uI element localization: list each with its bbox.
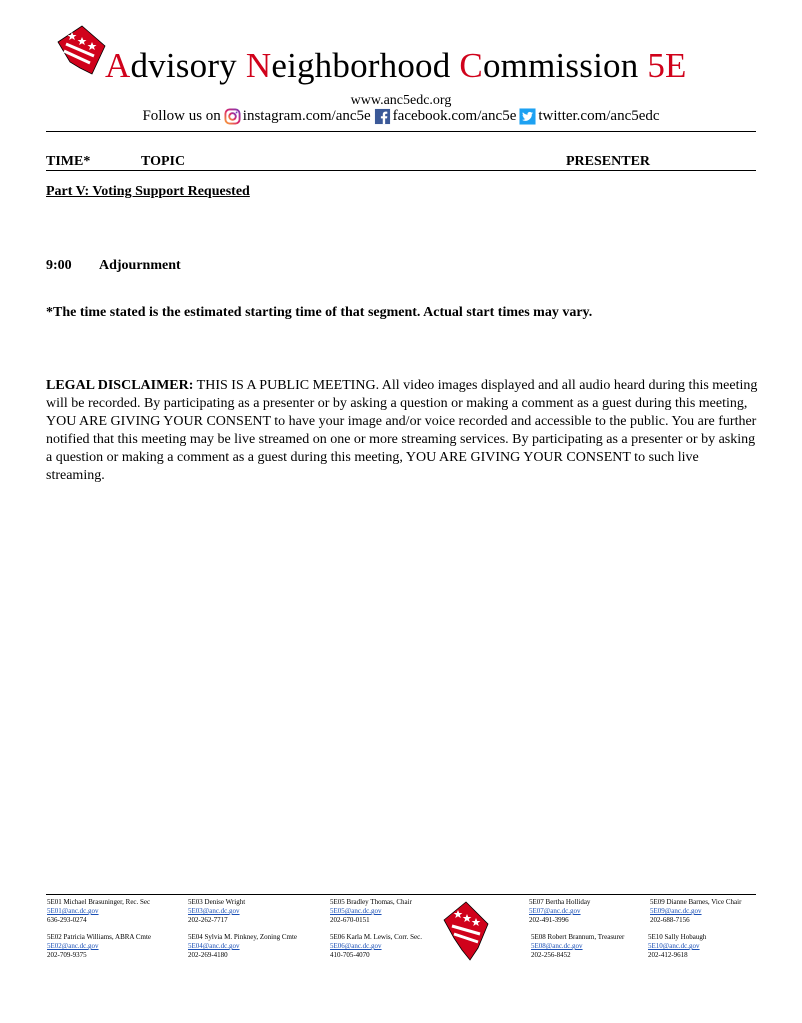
agenda-item-topic: Adjournment (99, 258, 181, 273)
facebook-icon (374, 108, 391, 125)
member-email[interactable]: 5E10@anc.dc.gov (648, 942, 700, 950)
member-phone: 202-491-3996 (529, 916, 569, 924)
title-part: eighborhood (271, 46, 460, 85)
column-header-topic: TOPIC (141, 154, 186, 169)
member-name: 5E08 Robert Brannum, Treasurer (531, 933, 625, 941)
agenda-item-time: 9:00 (46, 258, 72, 273)
legal-disclaimer (46, 377, 758, 485)
twitter-icon (519, 108, 536, 125)
commissioner-5e04 (188, 933, 297, 960)
follow-label: Follow us on (142, 108, 221, 124)
commissioner-5e10 (648, 933, 706, 960)
member-email[interactable]: 5E03@anc.dc.gov (188, 907, 240, 915)
dc-map-flag-logo (52, 22, 107, 78)
member-phone: 202-709-9375 (47, 951, 87, 959)
twitter-link[interactable]: twitter.com/anc5edc (538, 108, 660, 124)
title-part: dvisory (130, 46, 246, 85)
title-part: ommission (482, 46, 648, 85)
commissioner-5e07 (529, 898, 590, 925)
member-email[interactable]: 5E04@anc.dc.gov (188, 942, 240, 950)
disclaimer-label: LEGAL DISCLAIMER: (46, 378, 194, 393)
member-name: 5E07 Bertha Holliday (529, 898, 591, 906)
commissioner-5e03 (188, 898, 245, 925)
website-url[interactable]: www.anc5edc.org (350, 93, 452, 108)
member-email[interactable]: 5E09@anc.dc.gov (650, 907, 702, 915)
commissioner-5e09 (650, 898, 741, 925)
title-part: N (245, 46, 272, 85)
member-name: 5E02 Patricia Williams, ABRA Cmte (47, 933, 152, 941)
section-title: Part V: Voting Support Requested (46, 184, 250, 199)
instagram-link[interactable]: instagram.com/anc5e (242, 108, 371, 124)
facebook-link[interactable]: facebook.com/anc5e (392, 108, 517, 124)
dc-map-flag-footer-logo (440, 898, 492, 962)
commissioner-5e08 (531, 933, 624, 960)
member-phone: 202-670-0151 (330, 916, 370, 924)
commissioner-5e05 (330, 898, 412, 925)
member-name: 5E10 Sally Hobaugh (648, 933, 707, 941)
commissioner-5e02 (47, 933, 151, 960)
member-email[interactable]: 5E01@anc.dc.gov (47, 907, 99, 915)
column-header-underline (46, 170, 756, 171)
title-part: C (459, 46, 483, 85)
commissioner-5e01 (47, 898, 150, 925)
member-name: 5E05 Bradley Thomas, Chair (330, 898, 412, 906)
social-follow-bar (0, 108, 802, 125)
commissioner-5e06 (330, 933, 422, 960)
column-header-time: TIME* (46, 154, 91, 169)
member-email[interactable]: 5E08@anc.dc.gov (531, 942, 583, 950)
member-email[interactable]: 5E02@anc.dc.gov (47, 942, 99, 950)
member-phone: 202-256-8452 (531, 951, 571, 959)
title-part: A (105, 46, 131, 85)
member-phone: 202-412-9618 (648, 951, 688, 959)
member-phone: 410-705-4070 (330, 951, 370, 959)
member-name: 5E04 Sylvia M. Pinkney, Zoning Cmte (188, 933, 298, 941)
member-phone: 202-269-4180 (188, 951, 228, 959)
header-divider (46, 131, 756, 132)
footer-divider (46, 894, 756, 895)
column-header-presenter: PRESENTER (566, 154, 651, 169)
member-name: 5E09 Dianne Barnes, Vice Chair (650, 898, 742, 906)
member-email[interactable]: 5E05@anc.dc.gov (330, 907, 382, 915)
member-phone: 636-293-0274 (47, 916, 87, 924)
member-phone: 202-688-7156 (650, 916, 690, 924)
organization-title (105, 46, 687, 86)
title-part: 5E (647, 46, 687, 85)
time-note: *The time stated is the estimated starting time of that segment. Actual start times may vary. (46, 305, 593, 320)
member-email[interactable]: 5E06@anc.dc.gov (330, 942, 382, 950)
member-email[interactable]: 5E07@anc.dc.gov (529, 907, 581, 915)
member-name: 5E01 Michael Brasuninger, Rec. Sec (47, 898, 151, 906)
member-phone: 202-262-7717 (188, 916, 228, 924)
instagram-icon (224, 108, 241, 125)
member-name: 5E06 Karla M. Lewis, Corr. Sec. (330, 933, 422, 941)
disclaimer-text: THIS IS A PUBLIC MEETING. All video images displayed and all audio heard during this meeting will be recorded. By participating as a presenter or by asking a question or making a comment as a guest during this meeting, YOU ARE GIVING YOUR CONSENT to have your image and/or voice recorded and accessible to the public. You are further notified that this meeting may be live streamed on one or more streaming services. By participating as a presenter or by asking a question or making a comment as a guest during this meeting, YOU ARE GIVING YOUR CONSENT to such live streaming. (46, 378, 758, 483)
member-name: 5E03 Denise Wright (188, 898, 246, 906)
